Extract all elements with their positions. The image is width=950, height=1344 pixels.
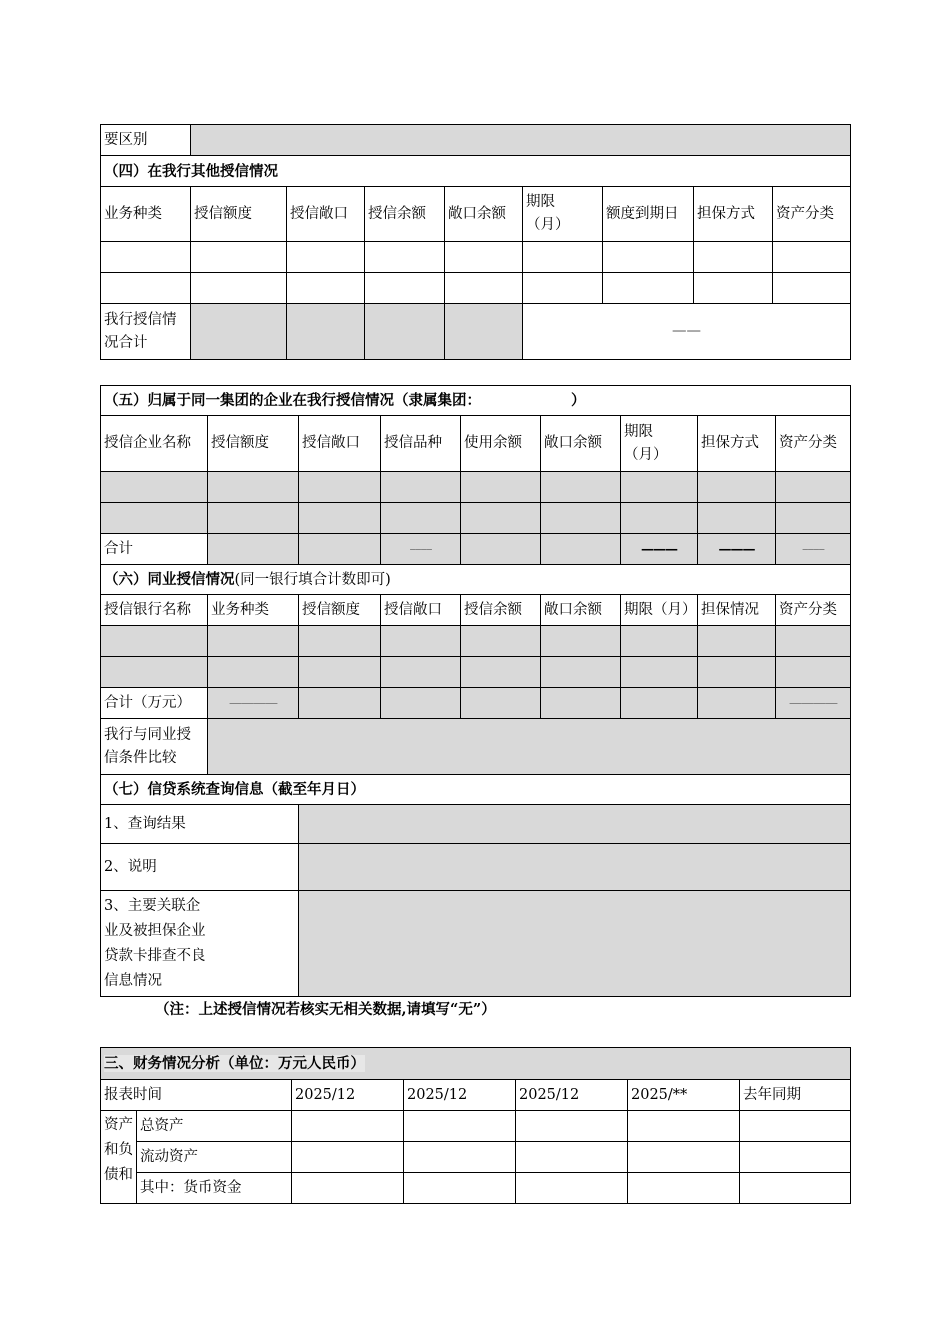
cell[interactable] xyxy=(776,657,851,688)
main-diff-field[interactable] xyxy=(191,125,851,156)
sec6-header: 授信敞口 xyxy=(381,595,461,626)
table-row xyxy=(101,1111,851,1142)
cell[interactable] xyxy=(461,626,541,657)
sec5-header: 使用余额 xyxy=(461,416,541,472)
explanation-text: 2、说明 xyxy=(104,858,157,875)
main-diff-label: 要区别 xyxy=(101,125,191,156)
cell[interactable] xyxy=(287,273,365,304)
cell[interactable] xyxy=(381,503,461,534)
cell[interactable] xyxy=(698,626,776,657)
table-row xyxy=(101,242,851,273)
cell[interactable] xyxy=(292,1173,404,1204)
cell[interactable] xyxy=(516,1173,628,1204)
section3-title-text: 三、财务情况分析（单位：万元人民币） xyxy=(104,1055,365,1072)
cell[interactable] xyxy=(621,688,698,719)
cell[interactable] xyxy=(698,472,776,503)
section6-title xyxy=(101,565,851,595)
sec6-header: 期限（月） xyxy=(621,595,698,626)
query-result-field[interactable] xyxy=(299,805,851,844)
period-header: 2025/12 xyxy=(404,1080,516,1111)
cell[interactable] xyxy=(773,273,851,304)
table-row xyxy=(101,1173,851,1204)
cell[interactable] xyxy=(208,626,299,657)
table-row xyxy=(101,1142,851,1173)
related-check-label xyxy=(101,891,299,997)
cell[interactable] xyxy=(101,472,208,503)
cell[interactable] xyxy=(381,626,461,657)
sec4-header: 授信额度 xyxy=(191,187,287,242)
sec4-header: 敞口余额 xyxy=(445,187,523,242)
table-row xyxy=(101,626,851,657)
cell[interactable] xyxy=(523,242,603,273)
cell[interactable] xyxy=(541,626,621,657)
sec6-header: 敞口余额 xyxy=(541,595,621,626)
cell[interactable] xyxy=(541,657,621,688)
sec6-header: 授信余额 xyxy=(461,595,541,626)
sec5-header: 敞口余额 xyxy=(541,416,621,472)
sec4-total-label: 我行授信情况合计 xyxy=(101,304,191,360)
cell[interactable] xyxy=(698,503,776,534)
sec4-header: 授信敞口 xyxy=(287,187,365,242)
cell[interactable] xyxy=(523,273,603,304)
cell[interactable] xyxy=(541,534,621,565)
sec6-header: 业务种类 xyxy=(208,595,299,626)
cell[interactable] xyxy=(621,472,698,503)
cell[interactable] xyxy=(299,626,381,657)
table-row xyxy=(101,472,851,503)
cell[interactable] xyxy=(101,657,208,688)
cell[interactable] xyxy=(445,304,523,360)
cell[interactable] xyxy=(191,242,287,273)
cell[interactable] xyxy=(516,1142,628,1173)
cell[interactable] xyxy=(698,688,776,719)
cell[interactable] xyxy=(365,273,445,304)
cell[interactable] xyxy=(740,1173,851,1204)
table-row xyxy=(101,503,851,534)
cell[interactable] xyxy=(101,626,208,657)
period-header: 2025/** xyxy=(628,1080,740,1111)
cell[interactable] xyxy=(776,472,851,503)
sec5-total-dash: –––– xyxy=(381,534,461,565)
related-check-field[interactable] xyxy=(299,891,851,997)
row-label: 其中：货币资金 xyxy=(137,1173,292,1204)
cell[interactable] xyxy=(292,1142,404,1173)
section3-title xyxy=(101,1048,851,1080)
cell[interactable] xyxy=(603,273,694,304)
sec4-header: 期限 （月） xyxy=(523,187,603,242)
section7-title: （七）信贷系统查询信息（截至年月日） xyxy=(101,775,851,805)
section5-title xyxy=(101,386,851,416)
group-label-text: 资产和负债和 xyxy=(104,1117,133,1183)
sec5-header: 授信品种 xyxy=(381,416,461,472)
cell[interactable] xyxy=(101,273,191,304)
sec5-header: 授信敞口 xyxy=(299,416,381,472)
table-row xyxy=(101,657,851,688)
cell[interactable] xyxy=(541,472,621,503)
cell[interactable] xyxy=(628,1173,740,1204)
sec6-total-label: 合计（万元） xyxy=(101,688,208,719)
sec4-header: 额度到期日 xyxy=(603,187,694,242)
cell[interactable] xyxy=(445,242,523,273)
cell[interactable] xyxy=(365,304,445,360)
cell[interactable] xyxy=(292,1111,404,1142)
cell[interactable] xyxy=(299,688,381,719)
cell[interactable] xyxy=(208,534,299,565)
sec6-total-dash: ———— xyxy=(208,688,299,719)
explanation-field[interactable] xyxy=(299,844,851,891)
cell[interactable] xyxy=(541,688,621,719)
sec4-total-dash: —— xyxy=(523,304,851,360)
cell[interactable] xyxy=(740,1111,851,1142)
other-credit-table xyxy=(100,124,851,360)
cell[interactable] xyxy=(299,657,381,688)
cell[interactable] xyxy=(404,1111,516,1142)
compare-field[interactable] xyxy=(208,719,851,775)
group-and-peer-credit-table xyxy=(100,385,851,997)
cell[interactable] xyxy=(621,657,698,688)
cell[interactable] xyxy=(461,534,541,565)
cell[interactable] xyxy=(628,1111,740,1142)
cell[interactable] xyxy=(773,242,851,273)
cell[interactable] xyxy=(776,503,851,534)
section4-title: （四）在我行其他授信情况 xyxy=(101,156,851,187)
cell[interactable] xyxy=(208,503,299,534)
sec6-header: 资产分类 xyxy=(776,595,851,626)
cell[interactable] xyxy=(698,657,776,688)
cell[interactable] xyxy=(365,242,445,273)
related-check-text: 3、主要关联企业及被担保企业贷款卡排查不良信息情况 xyxy=(104,897,206,989)
sec5-header: 担保方式 xyxy=(698,416,776,472)
sec4-header: 业务种类 xyxy=(101,187,191,242)
cell[interactable] xyxy=(299,534,381,565)
sec5-total-label: 合计 xyxy=(101,534,208,565)
cell[interactable] xyxy=(776,626,851,657)
explanation-label xyxy=(101,844,299,891)
cell[interactable] xyxy=(461,503,541,534)
section6-title-note: (同一银行填合计数即可) xyxy=(234,571,391,588)
row-label: 总资产 xyxy=(137,1111,292,1142)
cell[interactable] xyxy=(603,242,694,273)
cell[interactable] xyxy=(381,657,461,688)
sec6-header: 授信银行名称 xyxy=(101,595,208,626)
cell[interactable] xyxy=(740,1142,851,1173)
query-result-text: 1、查询结果 xyxy=(104,815,186,832)
section5-title-close: ） xyxy=(571,392,586,409)
period-header: 2025/12 xyxy=(292,1080,404,1111)
query-result-label xyxy=(101,805,299,844)
sec5-header: 资产分类 xyxy=(776,416,851,472)
sec4-header: 担保方式 xyxy=(694,187,773,242)
sec5-total-dash: ——— xyxy=(621,534,698,565)
cell[interactable] xyxy=(516,1111,628,1142)
sec6-total-dash: ———— xyxy=(776,688,851,719)
cell[interactable] xyxy=(628,1142,740,1173)
cell[interactable] xyxy=(461,657,541,688)
sec4-header: 资产分类 xyxy=(773,187,851,242)
section5-title-text: （五）归属于同一集团的企业在我行授信情况（隶属集团： xyxy=(104,392,481,409)
cell[interactable] xyxy=(381,472,461,503)
cell[interactable] xyxy=(191,273,287,304)
cell[interactable] xyxy=(101,242,191,273)
cell[interactable] xyxy=(404,1142,516,1173)
table-row xyxy=(101,273,851,304)
sec5-header: 授信额度 xyxy=(208,416,299,472)
sec4-header: 授信余额 xyxy=(365,187,445,242)
cell[interactable] xyxy=(299,472,381,503)
note-text: （注：上述授信情况若核实无相关数据,请填写“无”） xyxy=(155,1001,496,1018)
cell[interactable] xyxy=(541,503,621,534)
cell[interactable] xyxy=(445,273,523,304)
sec5-total-dash: ——— xyxy=(698,534,776,565)
cell[interactable] xyxy=(404,1173,516,1204)
assets-liabilities-group-label xyxy=(101,1111,137,1204)
cell[interactable] xyxy=(208,657,299,688)
cell[interactable] xyxy=(101,503,208,534)
section6-title-bold: （六）同业授信情况 xyxy=(104,570,235,588)
cell[interactable] xyxy=(694,273,773,304)
sec6-header: 担保情况 xyxy=(698,595,776,626)
report-time-label: 报表时间 xyxy=(101,1080,292,1111)
cell[interactable] xyxy=(621,626,698,657)
cell[interactable] xyxy=(287,304,365,360)
cell[interactable] xyxy=(694,242,773,273)
financial-analysis-table xyxy=(100,1047,851,1204)
cell[interactable] xyxy=(621,503,698,534)
cell[interactable] xyxy=(381,688,461,719)
compare-label: 我行与同业授信条件比较 xyxy=(101,719,208,775)
cell[interactable] xyxy=(208,472,299,503)
sec6-header: 授信额度 xyxy=(299,595,381,626)
cell[interactable] xyxy=(191,304,287,360)
period-header: 去年同期 xyxy=(740,1080,851,1111)
row-label: 流动资产 xyxy=(137,1142,292,1173)
sec5-header: 授信企业名称 xyxy=(101,416,208,472)
cell[interactable] xyxy=(461,472,541,503)
cell[interactable] xyxy=(299,503,381,534)
cell[interactable] xyxy=(461,688,541,719)
period-header: 2025/12 xyxy=(516,1080,628,1111)
sec5-total-dash: –––– xyxy=(776,534,851,565)
sec5-header: 期限 （月） xyxy=(621,416,698,472)
cell[interactable] xyxy=(287,242,365,273)
